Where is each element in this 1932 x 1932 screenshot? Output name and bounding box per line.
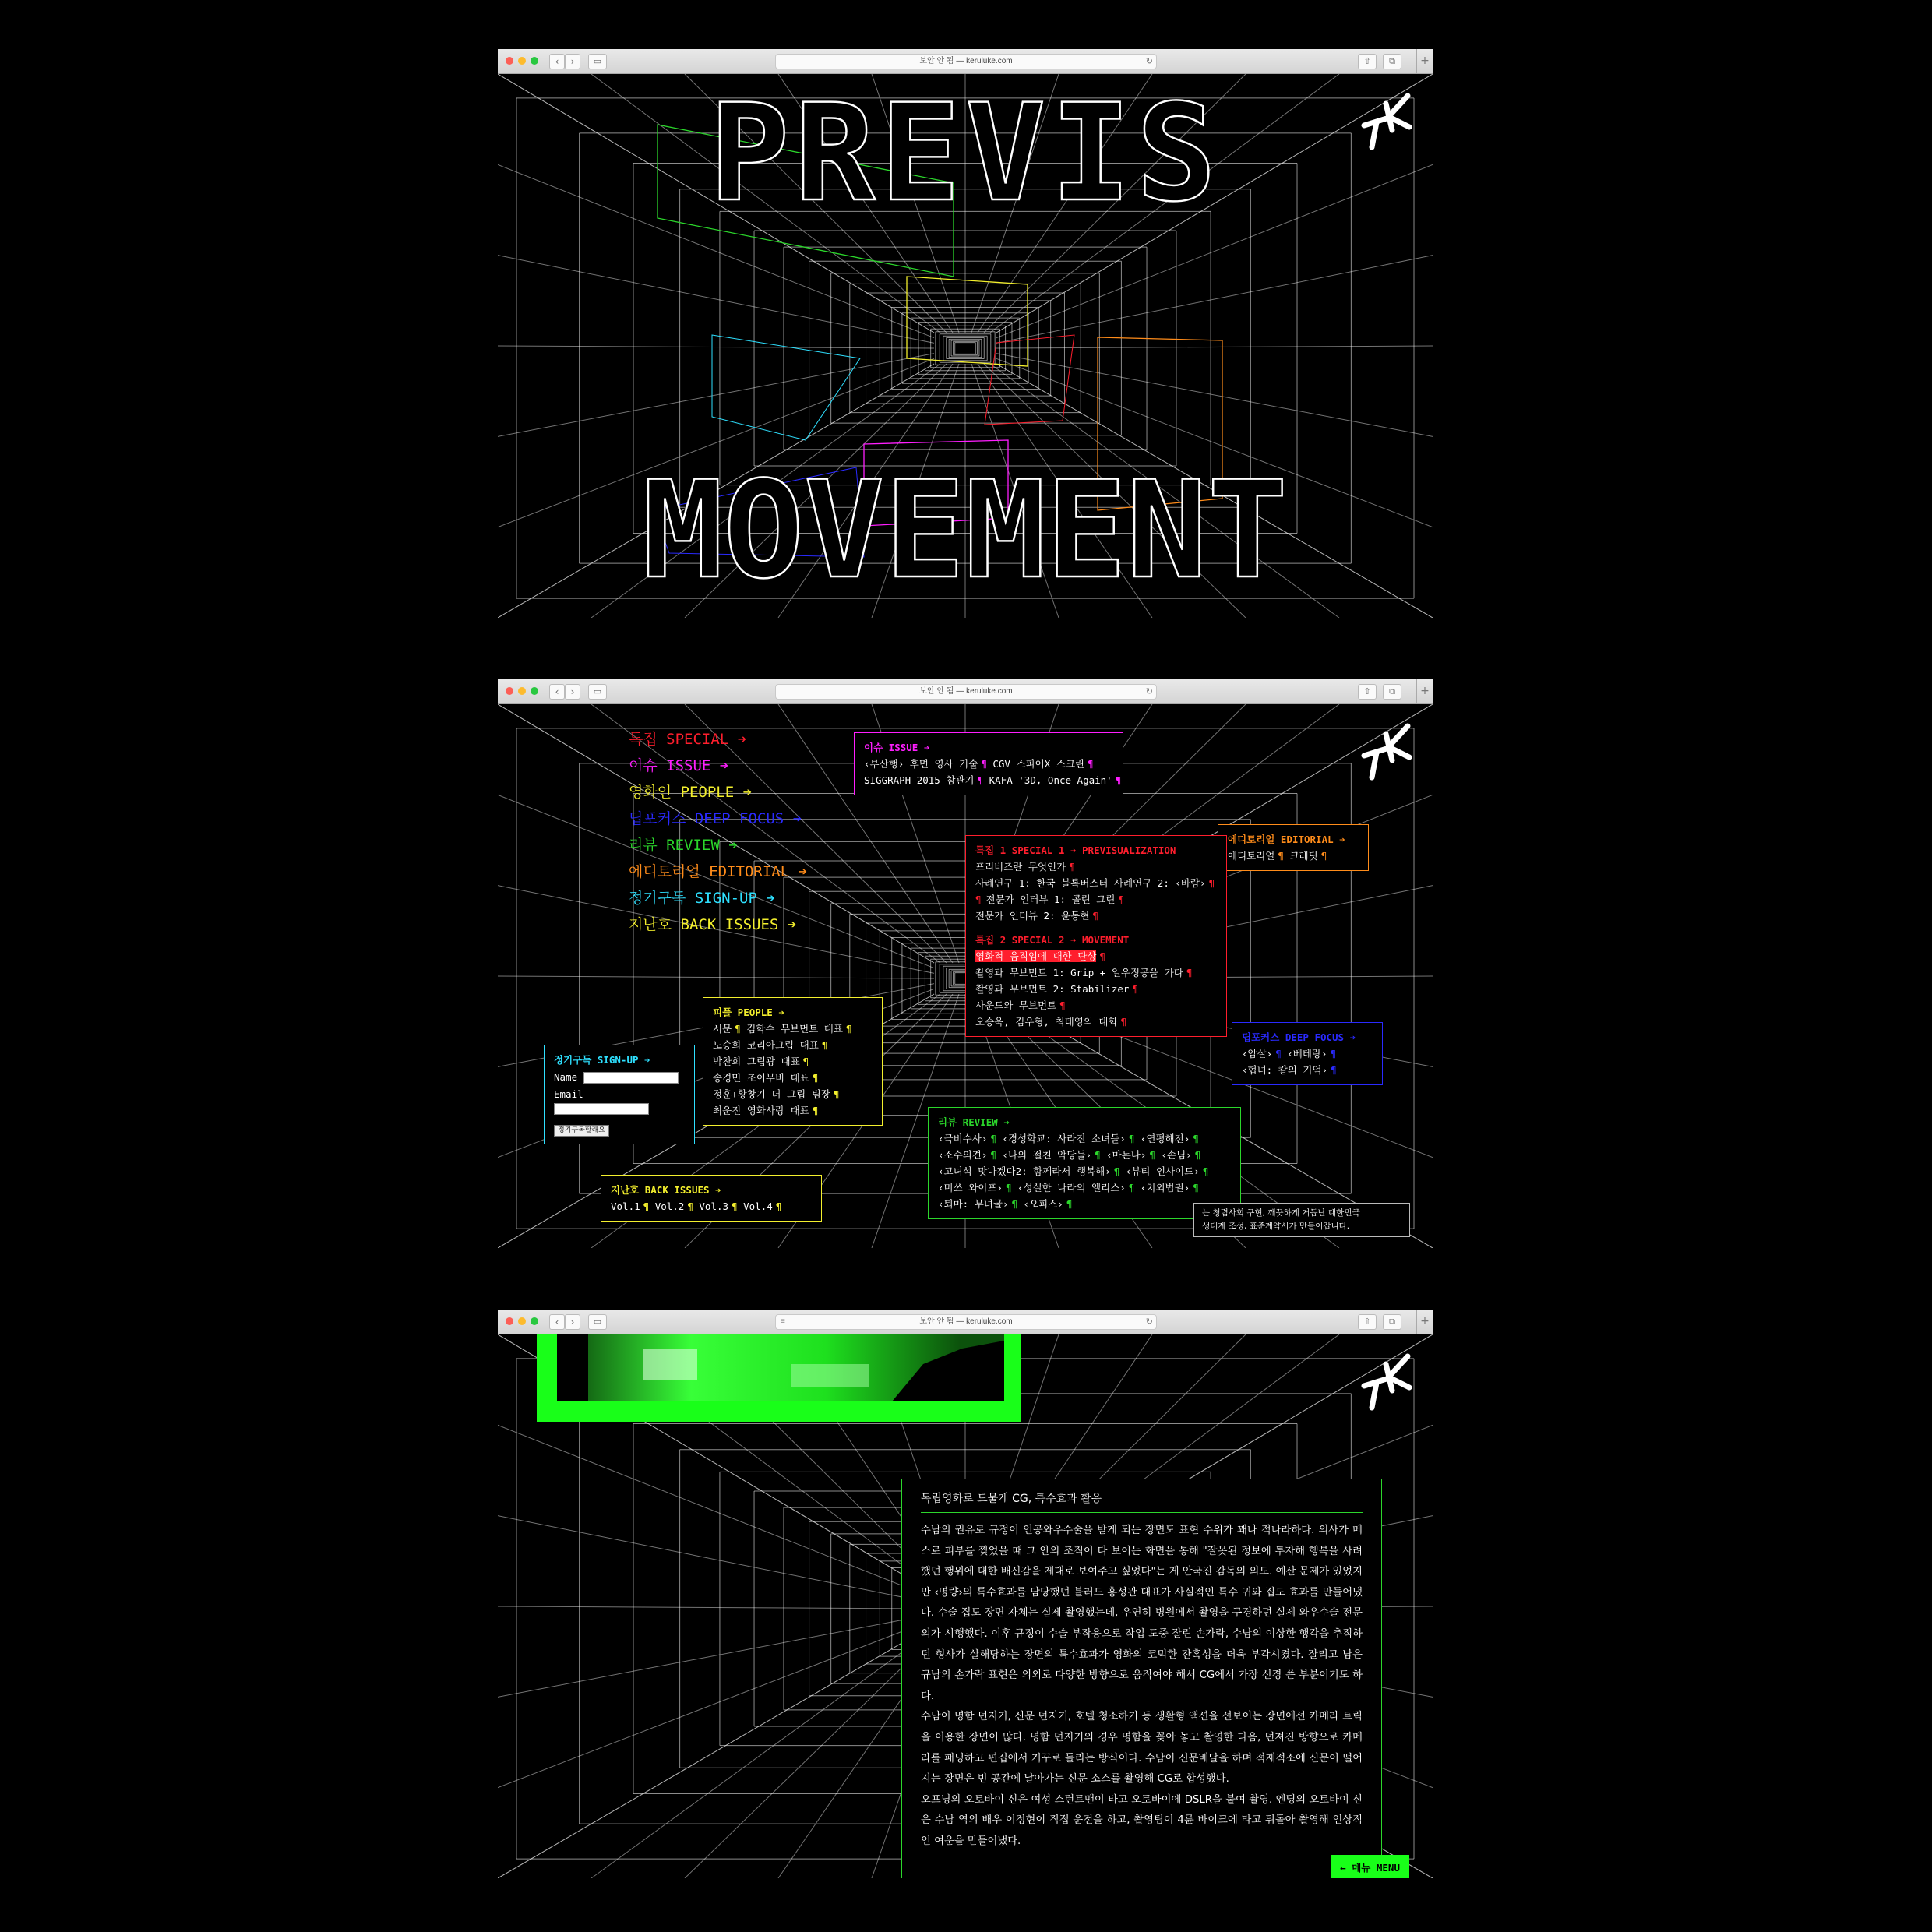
new-tab-button[interactable]: + bbox=[1416, 679, 1433, 703]
title-movement: MOVEMENT bbox=[642, 452, 1289, 608]
review-link[interactable]: ‹성실한 나라의 앨리스› bbox=[1017, 1182, 1126, 1193]
arrow-right-icon: ➔ bbox=[728, 837, 738, 854]
pilcrow-icon: ¶ bbox=[1005, 1182, 1012, 1193]
special-link[interactable]: 촬영과 무브먼트 1: Grip + 일우정공을 가다 bbox=[975, 967, 1183, 978]
special-box bbox=[965, 835, 1227, 1037]
reload-icon[interactable]: ↻ bbox=[1145, 687, 1153, 696]
editorial-box bbox=[1218, 824, 1369, 871]
review-link[interactable]: ‹연평해전› bbox=[1140, 1133, 1190, 1144]
pilcrow-icon: ¶ bbox=[1069, 861, 1075, 873]
editorial-link[interactable]: 에디토리얼 bbox=[1228, 850, 1275, 862]
issue-link[interactable]: CGV 스피어X 스크린 bbox=[992, 758, 1084, 770]
pilcrow-icon: ¶ bbox=[1193, 1182, 1199, 1193]
reader-view-icon[interactable]: ≡ bbox=[781, 1317, 785, 1326]
name-label: Name bbox=[554, 1071, 578, 1083]
menu-item-back-issues[interactable]: 지난호 BACK ISSUES ➔ bbox=[629, 916, 797, 933]
special-link[interactable]: 전문가 인터뷰 1: 콜린 그린 bbox=[985, 894, 1116, 905]
pilcrow-icon: ¶ bbox=[1194, 1149, 1201, 1161]
pilcrow-icon: ¶ bbox=[1202, 1165, 1209, 1177]
minimize-window-icon[interactable] bbox=[518, 57, 526, 65]
back-issue-link[interactable]: Vol.3 bbox=[699, 1200, 729, 1212]
forward-arrow-icon[interactable]: › bbox=[565, 1314, 580, 1330]
menu-item-people[interactable]: 영화인 PEOPLE ➔ bbox=[629, 784, 753, 801]
page-content bbox=[498, 1334, 1433, 1878]
arrow-right-icon: ➔ bbox=[798, 863, 808, 880]
people-link[interactable]: 노승희 코리아그립 대표 bbox=[713, 1039, 819, 1051]
article-paragraph: 수남이 명함 던지기, 신문 던지기, 호텔 청소하기 등 생활형 액션을 선보이는 장면에선 카메라 트릭을 이용한 장면이 많다. 명함 던지기의 경우 명함을 꽂아 놓고 촬영한 다음, 던져진 방향으로 카메라를 패닝하고 편집에서 거꾸로 돌리는 방식이다. 수남이 신문배달을 하며 적재적소에 신문이 떨어지는 장면은 빈 공간에 날아가는 신문 소스를 촬영해 CG로 합성했다. bbox=[921, 1711, 1363, 1786]
pilcrow-icon: ¶ bbox=[1115, 774, 1122, 786]
back-issue-link[interactable]: Vol.4 bbox=[743, 1200, 773, 1212]
sidebar-icon[interactable]: ▭ bbox=[588, 1314, 607, 1330]
pilcrow-icon: ¶ bbox=[1059, 999, 1066, 1011]
footer-notice-line: 는 청렴사회 구현, 깨끗하게 거듭난 대한민국 bbox=[1202, 1208, 1360, 1218]
review-link[interactable]: ‹나의 절친 악당들› bbox=[1002, 1149, 1092, 1161]
address-bar[interactable] bbox=[775, 54, 1157, 69]
special-link[interactable]: 오승욱, 김우형, 최태영의 대화 bbox=[975, 1016, 1118, 1028]
menu-item-editorial[interactable]: 에디토리얼 EDITORIAL ➔ bbox=[629, 863, 808, 880]
pilcrow-icon: ¶ bbox=[1149, 1149, 1155, 1161]
close-window-icon[interactable] bbox=[506, 687, 513, 695]
special-2-header[interactable]: 특집 2 SPECIAL 2 ➔ MOVEMENT bbox=[975, 934, 1130, 946]
special-link[interactable]: 프리비즈란 무엇인가 bbox=[975, 861, 1066, 873]
film-still-image bbox=[557, 1334, 1004, 1401]
review-link[interactable]: ‹극비수사› bbox=[938, 1133, 988, 1144]
arrow-right-icon: ➔ bbox=[787, 916, 797, 933]
deep-focus-link[interactable]: ‹베테랑› bbox=[1287, 1048, 1327, 1059]
share-icon[interactable]: ⇧ bbox=[1358, 684, 1377, 700]
tk-logo-icon[interactable] bbox=[1358, 80, 1412, 150]
special-link[interactable]: 전문가 인터뷰 2: 윤동현 bbox=[975, 910, 1090, 922]
page-content bbox=[498, 74, 1433, 618]
share-icon[interactable]: ⇧ bbox=[1358, 54, 1377, 69]
arrow-right-icon: ➔ bbox=[737, 731, 747, 748]
pilcrow-icon: ¶ bbox=[1275, 1048, 1282, 1059]
people-link[interactable]: 박찬희 그립광 대표 bbox=[713, 1056, 800, 1067]
review-link[interactable]: ‹고녀석 맛나겠다2: 함께라서 행복해› bbox=[938, 1165, 1111, 1177]
url-text: 보안 안 됨 — keruluke.com bbox=[919, 687, 1013, 696]
email-input[interactable] bbox=[554, 1103, 649, 1115]
back-issues-header[interactable]: 지난호 BACK ISSUES ➔ bbox=[611, 1184, 721, 1196]
pilcrow-icon: ¶ bbox=[1099, 950, 1105, 962]
menu-button[interactable]: ← 메뉴 MENU bbox=[1331, 1855, 1409, 1878]
minimize-window-icon[interactable] bbox=[518, 687, 526, 695]
pilcrow-icon: ¶ bbox=[1092, 910, 1098, 922]
menu-item-special[interactable]: 특집 SPECIAL ➔ bbox=[629, 731, 747, 748]
issue-box bbox=[854, 732, 1123, 795]
menu-item-sign-up[interactable]: 정기구독 SIGN-UP ➔ bbox=[629, 890, 775, 907]
footer-notice bbox=[1193, 1203, 1410, 1237]
browser-window-2 bbox=[498, 679, 1433, 1249]
pilcrow-icon: ¶ bbox=[990, 1149, 996, 1161]
back-arrow-icon[interactable]: ‹ bbox=[549, 54, 565, 69]
pilcrow-icon: ¶ bbox=[1331, 1064, 1337, 1076]
pilcrow-icon: ¶ bbox=[1193, 1133, 1199, 1144]
pilcrow-icon: ¶ bbox=[732, 1200, 738, 1212]
green-image-frame bbox=[537, 1334, 1021, 1422]
back-arrow-icon[interactable]: ‹ bbox=[549, 684, 565, 700]
arrow-right-icon: ➔ bbox=[719, 757, 729, 774]
name-input[interactable] bbox=[583, 1072, 679, 1084]
forward-arrow-icon[interactable]: › bbox=[565, 54, 580, 69]
pilcrow-icon: ¶ bbox=[1011, 1198, 1018, 1210]
issue-box-header[interactable]: 이슈 ISSUE ➔ bbox=[864, 742, 930, 753]
article-paragraph: 오프닝의 오토바이 신은 여성 스턴트맨이 타고 오토바이에 DSLR을 붙여 촬영. 엔딩의 오토바이 신은 수남 역의 배우 이정현이 직접 운전을 하고, 촬영팀이 4륜 바이크에 타고 뒤돌아 촬영해 인상적인 여운을 만들어냈다. bbox=[921, 1793, 1363, 1847]
pilcrow-icon: ¶ bbox=[1095, 1149, 1101, 1161]
review-header[interactable]: 리뷰 REVIEW ➔ bbox=[938, 1116, 1010, 1128]
back-arrow-icon[interactable]: ‹ bbox=[549, 1314, 565, 1330]
back-issues-box bbox=[601, 1175, 822, 1222]
pilcrow-icon: ¶ bbox=[812, 1072, 819, 1084]
sidebar-icon[interactable]: ▭ bbox=[588, 684, 607, 700]
maximize-window-icon[interactable] bbox=[531, 687, 538, 695]
sidebar-icon[interactable]: ▭ bbox=[588, 54, 607, 69]
people-header[interactable]: 피플 PEOPLE ➔ bbox=[713, 1007, 784, 1018]
share-icon[interactable]: ⇧ bbox=[1358, 1314, 1377, 1330]
close-window-icon[interactable] bbox=[506, 57, 513, 65]
review-link[interactable]: ‹미쓰 와이프› bbox=[938, 1182, 1003, 1193]
new-tab-button[interactable]: + bbox=[1416, 49, 1433, 73]
signup-box bbox=[544, 1045, 695, 1144]
address-bar[interactable] bbox=[775, 1314, 1157, 1330]
tabs-overview-icon[interactable]: ⧉ bbox=[1383, 684, 1401, 700]
review-link[interactable]: ‹퇴마: 무녀굴› bbox=[938, 1198, 1009, 1210]
issue-link[interactable]: ‹부산행› 후면 영사 기술 bbox=[864, 758, 978, 770]
url-text: 보안 안 됨 — keruluke.com bbox=[919, 57, 1013, 65]
editorial-box-header[interactable]: 에디토리얼 EDITORIAL ➔ bbox=[1228, 834, 1345, 845]
pilcrow-icon: ¶ bbox=[1132, 983, 1138, 995]
pilcrow-icon: ¶ bbox=[981, 758, 987, 770]
pilcrow-icon: ¶ bbox=[1186, 967, 1193, 978]
pilcrow-icon: ¶ bbox=[1330, 1048, 1337, 1059]
browser-window-3 bbox=[498, 1310, 1433, 1879]
tabs-overview-icon[interactable]: ⧉ bbox=[1383, 54, 1401, 69]
page-content bbox=[498, 704, 1433, 1248]
tk-logo-icon[interactable] bbox=[1358, 1341, 1412, 1411]
footer-notice-line: 생태계 조성, 표준계약서가 만들어갑니다. bbox=[1202, 1222, 1350, 1231]
article-heading: 독립영화로 드물게 CG, 특수효과 활용 bbox=[921, 1490, 1363, 1513]
menu-item-issue[interactable]: 이슈 ISSUE ➔ bbox=[629, 757, 729, 774]
subscribe-button[interactable]: 정기구독할래요 bbox=[554, 1125, 609, 1137]
pilcrow-icon: ¶ bbox=[977, 774, 984, 786]
pilcrow-icon: ¶ bbox=[845, 1023, 852, 1035]
review-link[interactable]: ‹마돈나› bbox=[1106, 1149, 1147, 1161]
people-link[interactable]: 정훈+황창기 더 그립 팀장 bbox=[713, 1088, 830, 1100]
pilcrow-icon: ¶ bbox=[735, 1023, 741, 1035]
people-link[interactable]: 최운진 영화사랑 대표 bbox=[713, 1105, 809, 1116]
people-link[interactable]: 송경민 조이무비 대표 bbox=[713, 1072, 809, 1084]
address-bar[interactable] bbox=[775, 684, 1157, 700]
reload-icon[interactable]: ↻ bbox=[1145, 1317, 1153, 1327]
review-link[interactable]: ‹소수의견› bbox=[938, 1149, 988, 1161]
special-1-header[interactable]: 특집 1 SPECIAL 1 ➔ PREVISUALIZATION bbox=[975, 844, 1176, 856]
email-label: Email bbox=[554, 1088, 583, 1100]
new-tab-button[interactable]: + bbox=[1416, 1310, 1433, 1334]
issue-link[interactable]: KAFA '3D, Once Again' bbox=[989, 774, 1112, 786]
deep-focus-link[interactable]: ‹암살› bbox=[1242, 1048, 1273, 1059]
pilcrow-icon: ¶ bbox=[1087, 758, 1094, 770]
credit-link[interactable]: 크레딧 bbox=[1289, 850, 1318, 862]
reload-icon[interactable]: ↻ bbox=[1145, 57, 1153, 66]
review-link[interactable]: ‹뷰티 인사이드› bbox=[1125, 1165, 1200, 1177]
forward-arrow-icon[interactable]: › bbox=[565, 684, 580, 700]
pilcrow-icon: ¶ bbox=[1113, 1165, 1120, 1177]
people-box bbox=[703, 997, 883, 1126]
article-paragraph: 수남의 권유로 규정이 인공와우수술을 받게 되는 장면도 표현 수위가 꽤나 적나라하다. 의사가 메스로 피부를 찢었을 때 그 안의 조직이 다 보이는 화면을 통해 "잘못된 정보에 투자해 행복을 사려 했던 행위에 대한 배신감을 제대로 보여주고 싶었다"는 게 안국진 감독의 의도. 예산 문제가 있었지만 ‹명량›의 특수효과를 담당했던 블러드 홍성관 대표가 사실적인 특수 귀와 집도 효과를 만들어냈다. 수술 집도 장면 자체는 실제 촬영했는데, 우연히 병원에서 촬영을 구경하던 실제 와우수술 전문의가 시행했다. 이후 규정이 수술 부작용으로 작업 도중 잘린 손가락, 수남의 이상한 행각을 추적하던 형사가 살해당하는 장면의 특수효과가 영화의 코믹한 잔혹성을 더욱 부각시켰다. 잘리고 남은 규남의 손가락 표현은 의외로 다양한 방향으로 움직여야 해서 CG에서 가장 신경 쓴 부분이기도 하다. bbox=[921, 1525, 1363, 1702]
pilcrow-icon: ¶ bbox=[1118, 894, 1124, 905]
pilcrow-icon: ¶ bbox=[1128, 1133, 1135, 1144]
browser-window-1 bbox=[498, 49, 1433, 619]
pilcrow-icon: ¶ bbox=[1208, 877, 1215, 889]
pilcrow-icon: ¶ bbox=[802, 1056, 809, 1067]
tk-logo-icon[interactable] bbox=[1358, 710, 1412, 781]
pilcrow-icon: ¶ bbox=[775, 1200, 782, 1212]
special-link[interactable]: 사례연구 1: 한국 블록버스터 사례연구 2: ‹바람› bbox=[975, 877, 1206, 889]
menu-item-deep-focus[interactable]: 딥포커스 DEEP FOCUS ➔ bbox=[629, 810, 802, 827]
special-link-highlighted[interactable]: 영화적 움직임에 대한 단상 bbox=[975, 950, 1097, 962]
special-link[interactable]: 촬영과 무브먼트 2: Stabilizer bbox=[975, 983, 1130, 995]
issue-link[interactable]: SIGGRAPH 2015 참관기 bbox=[864, 774, 975, 786]
main-menu bbox=[629, 726, 807, 938]
pilcrow-icon: ¶ bbox=[975, 894, 982, 905]
deep-focus-link[interactable]: ‹협녀: 칼의 기억› bbox=[1242, 1064, 1328, 1076]
tabs-overview-icon[interactable]: ⧉ bbox=[1383, 1314, 1401, 1330]
pilcrow-icon: ¶ bbox=[1278, 850, 1284, 862]
close-window-icon[interactable] bbox=[506, 1317, 513, 1325]
maximize-window-icon[interactable] bbox=[531, 57, 538, 65]
article-panel bbox=[901, 1479, 1382, 1878]
review-link[interactable]: ‹오피스› bbox=[1023, 1198, 1063, 1210]
pilcrow-icon: ¶ bbox=[1128, 1182, 1135, 1193]
special-link[interactable]: 사운드와 무브먼트 bbox=[975, 999, 1057, 1011]
pilcrow-icon: ¶ bbox=[687, 1200, 693, 1212]
arrow-right-icon: ➔ bbox=[792, 810, 802, 827]
article-image bbox=[557, 1334, 1004, 1401]
review-link[interactable]: ‹경성학교: 사라진 소녀들› bbox=[1002, 1133, 1126, 1144]
pilcrow-icon: ¶ bbox=[990, 1133, 996, 1144]
browser-toolbar bbox=[498, 679, 1433, 704]
review-link[interactable]: ‹치외법권› bbox=[1140, 1182, 1190, 1193]
review-link[interactable]: ‹손님› bbox=[1161, 1149, 1192, 1161]
menu-item-review[interactable]: 리뷰 REVIEW ➔ bbox=[629, 837, 738, 854]
pilcrow-icon: ¶ bbox=[1320, 850, 1327, 862]
people-link[interactable]: 김학수 무브먼트 대표 bbox=[746, 1023, 843, 1035]
pilcrow-icon: ¶ bbox=[1066, 1198, 1073, 1210]
title-previs: PREVIS bbox=[709, 75, 1222, 231]
pilcrow-icon: ¶ bbox=[812, 1105, 819, 1116]
pilcrow-icon: ¶ bbox=[821, 1039, 828, 1051]
minimize-window-icon[interactable] bbox=[518, 1317, 526, 1325]
deep-focus-box bbox=[1232, 1022, 1383, 1085]
browser-toolbar bbox=[498, 49, 1433, 74]
back-issue-link[interactable]: Vol.1 bbox=[611, 1200, 640, 1212]
browser-toolbar bbox=[498, 1310, 1433, 1334]
arrow-right-icon: ➔ bbox=[766, 890, 775, 907]
deep-focus-header[interactable]: 딥포커스 DEEP FOCUS ➔ bbox=[1242, 1031, 1356, 1043]
pilcrow-icon: ¶ bbox=[643, 1200, 650, 1212]
pilcrow-icon: ¶ bbox=[1120, 1016, 1127, 1028]
signup-header[interactable]: 정기구독 SIGN-UP ➔ bbox=[554, 1054, 650, 1066]
url-text: 보안 안 됨 — keruluke.com bbox=[919, 1317, 1013, 1326]
pilcrow-icon: ¶ bbox=[833, 1088, 840, 1100]
arrow-right-icon: ➔ bbox=[742, 784, 753, 801]
maximize-window-icon[interactable] bbox=[531, 1317, 538, 1325]
back-issue-link[interactable]: Vol.2 bbox=[654, 1200, 685, 1212]
people-link[interactable]: 서문 bbox=[713, 1023, 732, 1035]
